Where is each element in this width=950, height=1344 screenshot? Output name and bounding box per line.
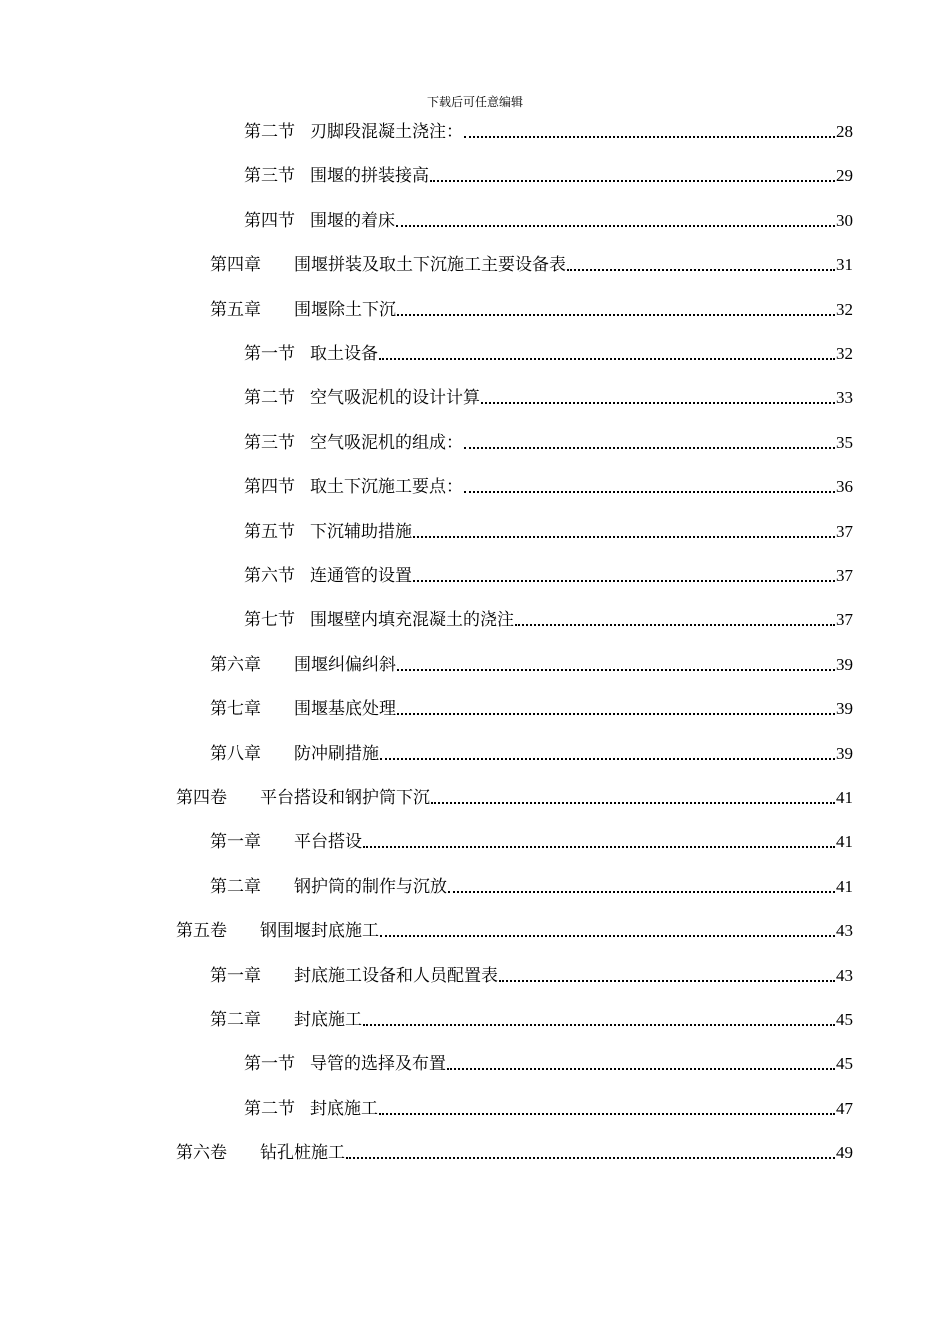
toc-entry-title: 封底施工设备和人员配置表	[294, 966, 498, 986]
toc-entry-page-number: 43	[836, 921, 853, 940]
toc-entry[interactable]	[176, 915, 853, 943]
toc-entry-page-number: 43	[836, 966, 853, 985]
toc-entry-page-number: 41	[836, 832, 853, 851]
toc-entry[interactable]	[210, 738, 853, 766]
toc-entry-number: 第二节	[244, 122, 295, 142]
toc-entry-number: 第五章	[210, 300, 261, 320]
toc-entry-title: 取土设备	[310, 344, 378, 364]
toc-entry[interactable]	[244, 471, 853, 499]
toc-entry-number: 第一章	[210, 966, 261, 986]
toc-entry-number: 第五节	[244, 522, 295, 542]
toc-entry-title: 钻孔桩施工	[260, 1143, 345, 1163]
toc-entry-title: 平台搭设	[294, 832, 362, 852]
toc-entry[interactable]	[244, 205, 853, 233]
toc-entry-title: 围堰基底处理	[294, 699, 396, 719]
toc-dot-leader	[379, 358, 835, 360]
toc-entry-title: 防冲刷措施	[294, 744, 379, 764]
toc-dot-leader	[397, 713, 835, 715]
toc-entry-page-number: 45	[836, 1010, 853, 1029]
toc-entry-page-number: 30	[836, 211, 853, 230]
toc-entry-number: 第二章	[210, 1010, 261, 1030]
toc-dot-leader	[430, 180, 835, 182]
toc-entry-title: 围堰的着床	[310, 211, 395, 231]
toc-dot-leader	[363, 846, 835, 848]
toc-entry-title: 下沉辅助措施	[310, 522, 412, 542]
toc-entry-number: 第三节	[244, 433, 295, 453]
toc-entry-number: 第七节	[244, 610, 295, 630]
toc-entry-page-number: 49	[836, 1143, 853, 1162]
toc-entry[interactable]	[244, 1048, 853, 1076]
toc-entry-page-number: 37	[836, 610, 853, 629]
toc-entry-title: 空气吸泥机的组成：	[310, 433, 463, 453]
toc-dot-leader	[567, 269, 835, 271]
toc-entry-page-number: 33	[836, 388, 853, 407]
toc-entry[interactable]	[210, 1004, 853, 1032]
toc-entry[interactable]	[210, 294, 853, 322]
toc-entry-number: 第一节	[244, 344, 295, 364]
toc-entry-number: 第六卷	[176, 1143, 227, 1163]
toc-entry-page-number: 39	[836, 744, 853, 763]
toc-dot-leader	[413, 536, 835, 538]
toc-entry-number: 第四节	[244, 477, 295, 497]
toc-entry-title: 平台搭设和钢护筒下沉	[260, 788, 430, 808]
toc-entry-page-number: 45	[836, 1054, 853, 1073]
toc-entry-number: 第二节	[244, 1099, 295, 1119]
toc-entry-title: 围堰除土下沉	[294, 300, 396, 320]
toc-entry-title: 刃脚段混凝土浇注：	[310, 122, 463, 142]
toc-entry-number: 第六章	[210, 655, 261, 675]
toc-entry-page-number: 41	[836, 788, 853, 807]
toc-entry-page-number: 37	[836, 566, 853, 585]
toc-entry[interactable]	[244, 604, 853, 632]
toc-entry[interactable]	[244, 427, 853, 455]
toc-dot-leader	[380, 758, 835, 760]
toc-entry-page-number: 29	[836, 166, 853, 185]
toc-dot-leader	[499, 980, 835, 982]
toc-entry[interactable]	[244, 516, 853, 544]
toc-entry-number: 第二章	[210, 877, 261, 897]
toc-entry-page-number: 39	[836, 699, 853, 718]
toc-entry-page-number: 32	[836, 300, 853, 319]
toc-entry-page-number: 28	[836, 122, 853, 141]
toc-dot-leader	[515, 624, 835, 626]
toc-entry-number: 第四章	[210, 255, 261, 275]
toc-entry[interactable]	[210, 960, 853, 988]
toc-entry-title: 钢护筒的制作与沉放	[294, 877, 447, 897]
toc-dot-leader	[380, 935, 835, 937]
toc-entry[interactable]	[176, 782, 853, 810]
toc-entry-number: 第一节	[244, 1054, 295, 1074]
toc-entry[interactable]	[244, 560, 853, 588]
toc-entry[interactable]	[244, 160, 853, 188]
toc-dot-leader	[397, 669, 835, 671]
page-header: 下载后可任意编辑	[426, 95, 523, 109]
toc-dot-leader	[447, 1068, 835, 1070]
toc-dot-leader	[346, 1157, 835, 1159]
toc-dot-leader	[431, 802, 835, 804]
toc-entry[interactable]	[210, 871, 853, 899]
toc-entry-title: 封底施工	[310, 1099, 378, 1119]
toc-entry[interactable]	[210, 693, 853, 721]
toc-dot-leader	[464, 136, 835, 138]
toc-entry-number: 第五卷	[176, 921, 227, 941]
toc-entry-title: 导管的选择及布置	[310, 1054, 446, 1074]
toc-entry-number: 第四卷	[176, 788, 227, 808]
toc-entry-page-number: 32	[836, 344, 853, 363]
toc-entry[interactable]	[176, 1137, 853, 1165]
toc-dot-leader	[379, 1113, 835, 1115]
toc-entry-title: 封底施工	[294, 1010, 362, 1030]
toc-entry-page-number: 36	[836, 477, 853, 496]
toc-dot-leader	[396, 225, 835, 227]
toc-entry[interactable]	[210, 826, 853, 854]
toc-dot-leader	[481, 402, 835, 404]
toc-entry[interactable]	[244, 116, 853, 144]
toc-entry-number: 第一章	[210, 832, 261, 852]
toc-entry-page-number: 35	[836, 433, 853, 452]
toc-dot-leader	[448, 891, 835, 893]
toc-entry[interactable]	[244, 1093, 853, 1121]
toc-entry-title: 围堰的拼装接高	[310, 166, 429, 186]
toc-entry[interactable]	[244, 382, 853, 410]
toc-entry-page-number: 41	[836, 877, 853, 896]
toc-dot-leader	[464, 447, 835, 449]
toc-entry[interactable]	[210, 249, 853, 277]
toc-entry[interactable]	[244, 338, 853, 366]
toc-entry[interactable]	[210, 649, 853, 677]
toc-entry-number: 第八章	[210, 744, 261, 764]
toc-entry-title: 空气吸泥机的设计计算	[310, 388, 480, 408]
toc-entry-page-number: 47	[836, 1099, 853, 1118]
toc-entry-title: 围堰拼装及取土下沉施工主要设备表	[294, 255, 566, 275]
toc-entry-number: 第三节	[244, 166, 295, 186]
toc-entry-title: 取土下沉施工要点：	[310, 477, 463, 497]
toc-dot-leader	[413, 580, 835, 582]
toc-entry-number: 第七章	[210, 699, 261, 719]
toc-entry-title: 连通管的设置	[310, 566, 412, 586]
toc-entry-number: 第六节	[244, 566, 295, 586]
toc-entry-number: 第四节	[244, 211, 295, 231]
toc-dot-leader	[464, 491, 835, 493]
toc-entry-number: 第二节	[244, 388, 295, 408]
toc-entry-title: 围堰纠偏纠斜	[294, 655, 396, 675]
toc-entry-title: 围堰壁内填充混凝土的浇注	[310, 610, 514, 630]
toc-dot-leader	[363, 1024, 835, 1026]
toc-entry-page-number: 37	[836, 522, 853, 541]
toc-dot-leader	[397, 314, 835, 316]
toc-entry-page-number: 39	[836, 655, 853, 674]
toc-entry-page-number: 31	[836, 255, 853, 274]
toc-entry-title: 钢围堰封底施工	[260, 921, 379, 941]
